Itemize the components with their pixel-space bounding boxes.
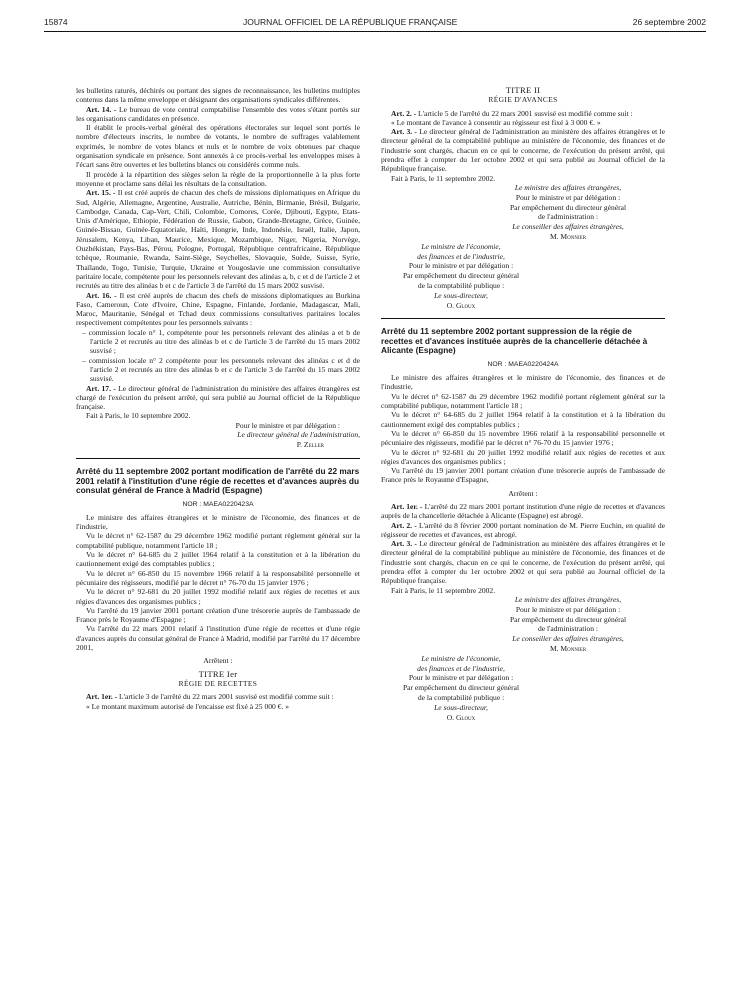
article-label: Art. 15. - [86,188,116,198]
issue-date: 26 septembre 2002 [632,17,706,27]
titre-heading: TITRE II [505,85,541,95]
signature-line: Par empêchement du directeur général [509,614,627,624]
visa: Vu le décret n° 92-681 du 20 juillet 1992 modifié relatif aux régies de recettes et aux régies d'avances des organismes publics ; [76,587,360,606]
visa: Vu le décret n° 62-1587 du 29 décembre 1962 modifié portant règlement général sur la comptabilité publique, notamment l'article 18 ; [76,531,360,550]
signature-line: Le ministre des affaires étrangères, [514,182,622,192]
signature-role: Le directeur général de l'administration, [237,430,360,440]
visa: Vu le décret n° 64-685 du 2 juillet 1964 relatif à la constitution et à la libération du cautionnement exigé des comptables publics ; [381,410,665,429]
dash-item: – commission locale n° 1, compétente pour les personnels relevant des alinéas a et b de l'article 2 et recrutés au titre des alinéas b et c de l'article 3 de l'arrêté du 15 mars 2002 susvisé ; [82,327,360,356]
header-rule [44,31,706,32]
signature-line: de la comptabilité publique : [417,280,505,290]
right-column [381,86,665,722]
article-text: L'article 5 de l'arrêté du 22 mars 2001 susvisé est modifié comme suit : [418,108,633,118]
signature-line: Le conseiller des affaires étrangères, [512,222,624,232]
visa: Vu le décret n° 66-850 du 15 novembre 1966 relatif à la responsabilité personnelle et pécuniaire des régisseurs, modifié par le décret n° 76-70 du 15 janvier 1976 ; [76,568,360,587]
signature-line: des finances et de l'industrie, [417,251,505,261]
signature-line: de l'administration : [537,212,599,222]
signatory-name: P. Zeller [296,440,324,450]
paragraph: Il procède à la répartition des sièges selon la règle de la proportionnelle à la plus forte moyenne et proclame sans délai les résultats de la consultation. [76,169,360,188]
paragraph: Il établit le procès-verbal général des opérations électorales sur lequel sont portés le nombre d'électeurs inscrits, le nombre de votants, le nombre de suffrages valablement exprimés, le nombre de votes blancs et nuls et le nombre de voix obtenues par chaque organisation syndicale en présence. Sont annexés à ce procès-verbal les enveloppes mises à l'écart sans être ouvertes et les bulletins blancs ou considérés comme nuls. [76,123,360,170]
signature-block [381,183,665,242]
signature-date: Fait à Paris, le 10 septembre 2002. [86,411,191,421]
signature-line: Le ministre de l'économie, [421,241,501,251]
nor-reference: NOR : MAEA0220424A [487,360,559,368]
arretent: Arrêtent : [508,488,538,498]
signature-line: Le ministre des affaires étrangères, [514,594,622,604]
article-label: Art. 2. - [391,108,417,118]
decree-title: Arrêté du 11 septembre 2002 portant modification de l'arrêté du 22 mars 2001 relatif à l'institution d'une régie de recettes et d'avances auprès du consulat général de France à Madrid (Espagne) [76,466,360,496]
section-heading: RÉGIE D'AVANCES [488,95,558,105]
article-label: Art. 3. - [391,539,417,549]
signatory-name: O. Gloux [446,300,476,310]
article-17 [76,384,360,412]
article-text: L'article 3 de l'arrêté du 22 mars 2001 susvisé est modifié comme suit : [119,692,334,702]
article-1 [76,692,360,701]
article-16 [76,291,360,328]
signature-line: Pour le ministre et par délégation : [515,604,621,614]
signature-block [381,242,541,311]
section-heading: RÉGIE DE RECETTES [178,678,258,688]
article-label: Art. 14. - [86,104,117,114]
article-text: L'arrêté du 8 février 2000 portant nomination de M. Pierre Euchin, en qualité de régisseur de recettes et d'avances, est abrogé. [381,520,666,539]
visa: Vu le décret n° 92-681 du 20 juillet 1992 modifié relatif aux régies de recettes et aux régies d'avances des organismes publics ; [381,447,665,466]
journal-title: JOURNAL OFFICIEL DE LA RÉPUBLIQUE FRANÇAISE [243,17,458,27]
signature-line: Le ministre de l'économie, [421,653,501,663]
signature-line: Le sous-directeur, [434,702,488,712]
signature-date: Fait à Paris, le 11 septembre 2002. [391,585,496,595]
article-label: Art. 16. - [86,290,117,300]
titre-heading: TITRE Ier [198,668,238,679]
article-text: Il est créé auprès de chacun des chefs de missions diplomatiques au Burkina Faso, Cameroun, Cote d'Ivoire, Chine, Espagne, Finlande, Jordanie, Madagascar, Mali, Maroc, Mauritanie, Sénégal et Tchad deux commissions consultatives paritaires locales respectivement compétentes pour les personnels suivants : [76,290,360,328]
visa: Vu le décret n° 62-1587 du 29 décembre 1962 modifié portant règlement général sur la comptabilité publique, notamment l'article 18 ; [381,391,665,411]
visa: Vu l'arrêté du 19 janvier 2001 portant création d'une trésorerie auprès de l'ambassade de France près le Royaume d'Espagne ; [76,605,360,625]
visa: Vu l'arrêté du 22 mars 2001 relatif à l'institution d'une régie de recettes et d'une régie d'avances auprès du consulat général de France à Madrid, modifié par l'arrêté du 17 décembre 2001, [76,624,360,653]
signatory-name: M. Monnier [549,231,587,241]
nor-reference: NOR : MAEA0220423A [182,500,254,508]
article-3 [381,127,665,173]
section-separator [381,318,665,319]
paragraph: Le ministre des affaires étrangères et le ministre de l'économie, des finances et de l'industrie, [76,512,360,532]
article-text: Il est créé auprès de chacun des chefs de missions diplomatiques en Afrique du Sud, Algérie, Allemagne, Argentine, Australie, Autriche, Bénin, Birmanie, Brésil, Bulgarie, Cambodge, Canada, Cap-Vert, Chili, Colombie, Comores, Corée, Djibouti, Egypte, Etats-Unis d'Amérique, Ethiopie, Fédération de Russie, Gabon, Grande-Bretagne, Grèce, Guinée, Guinée-Bissao, Guinée-Equatoriale, Haïti, Hongrie, Inde, Indonésie, Israël, Italie, Japon, Jérusalem, Kenya, Liban, Maurice, Mexique, Mozambique, Niger, Nigeria, Norvège, Ouzbékistan, Pays-Bas, Pérou, Pologne, Portugal, République centrafricaine, République tchèque, Roumanie, Rwanda, Saint-Siège, Seychelles, Slovaquie, Suède, Suisse, Syrie, Thaïlande, Togo, Tunisie, Turquie, Ukraine et Yougoslavie une commission consultative paritaire locale, compétente pour les personnels relevant des alinéas a, b, c et d de l'article 2 et recrutés au titre des alinéas b et c de l'article 3 de l'arrêté du 15 mars 2002 susvisé. [76,188,360,291]
article-3 [381,539,665,585]
visa: Vu le décret n° 64-685 du 2 juillet 1964 relatif à la constitution et à la libération du cautionnement exigé des comptables publics ; [76,550,360,569]
article-text: L'arrêté du 22 mars 2001 portant institution d'une régie de recettes et d'avances auprès de la chancellerie détachée à Alicante (Espagne) est abrogé. [381,501,665,521]
article-text: Le directeur général de l'administration au ministère des affaires étrangères et le directeur général de la comptabilité publique au ministère de l'économie, des finances et de l'industrie sont chargés, chacun en ce qui le concerne, de l'exécution du présent arrêté, qui prendra effet à compter du 1er octobre 2002 et qui sera publié au Journal officiel de la République française. [381,127,665,174]
article-label: Art. 1er. - [86,692,118,702]
section-separator [76,458,360,459]
article-14 [76,105,360,124]
signature-line: Pour le ministre et par délégation : [408,673,514,683]
article-2 [381,109,665,118]
signature-line: Le conseiller des affaires étrangères, [512,634,624,644]
signature-line: de la comptabilité publique : [417,692,505,702]
signature-block [381,654,541,723]
signature-line: Pour le ministre et par délégation : [408,261,514,271]
article-label: Art. 17. - [86,383,116,393]
signature-line: Le sous-directeur, [434,290,488,300]
decree-title: Arrêté du 11 septembre 2002 portant suppression de la régie de recettes et d'avances instituée auprès de la chancellerie détachée à Alicante (Espagne) [381,326,648,356]
article-label: Art. 3. - [391,127,417,137]
page-header [44,14,706,30]
visa: Vu l'arrêté du 19 janvier 2001 portant création d'une trésorerie auprès de l'ambassade de France près le Royaume d'Espagne, [381,466,665,485]
signature-line: Par empêchement du directeur général [509,202,627,212]
signature-line: de l'administration : [537,624,599,634]
article-text: Le directeur général de l'administration au ministère des affaires étrangères et le directeur général de la comptabilité publique au ministère de l'économie, des finances et de l'industrie sont chargés, chacun en ce qui le concerne, de l'exécution du présent arrêté, qui prendra effet à compter du 1er octobre 2002 et qui sera publié au Journal officiel de la République française. [381,539,665,586]
signatory-name: O. Gloux [446,712,476,722]
article-15 [76,188,360,290]
article-text: Le directeur général de l'administration du ministère des affaires étrangères est chargé de l'exécution du présent arrêté, qui sera publié au Journal officiel de la République française. [76,383,361,412]
signature-block [381,595,665,654]
article-text: Le bureau de vote central comptabilise l'ensemble des votes s'étant portés sur les organisations candidates en présence. [76,104,360,123]
quotation: « Le montant de l'avance à consentir au régisseur est fixé à 3 000 €. » [391,117,601,127]
article-label: Art. 2. - [391,520,417,530]
paragraph: les bulletins raturés, déchirés ou portant des signes de reconnaissance, les bulletins multiples contenus dans la même enveloppe et désignant des organisations syndicales différentes. [76,86,360,105]
signature-line: Pour le ministre et par délégation : [515,192,621,202]
visa: Vu le décret n° 66-850 du 15 novembre 1966 relatif à la responsabilité personnelle et pécuniaire des régisseurs, modifié par le décret n° 76-70 du 15 janvier 1976 ; [381,428,665,448]
article-label: Art. 1er. - [391,501,423,511]
signature-line: des finances et de l'industrie, [417,663,505,673]
arretent: Arrêtent : [203,656,233,666]
article-1 [381,502,665,521]
signature-line: Par empêchement du directeur général [402,683,520,693]
page-number: 15874 [44,17,68,27]
paragraph: Le ministre des affaires étrangères et le ministre de l'économie, des finances et de l'industrie, [381,373,665,392]
signature-line: Par empêchement du directeur général [402,271,520,281]
signatory-name: M. Monnier [549,643,587,653]
quotation: « Le montant maximum autorisé de l'encaisse est fixé à 25 000 €. » [86,701,289,711]
dash-item: – commission locale n° 2 compétente pour les personnels relevant des alinéas c et d de l'article 2 et recrutés au titre des alinéas b et c de l'article 3 de l'arrêté du 15 mars 2002 susvisé. [82,355,360,384]
signature-line: Pour le ministre et par délégation : [235,420,340,430]
left-column [76,86,360,711]
article-2 [381,521,665,540]
signature-date: Fait à Paris, le 11 septembre 2002. [391,173,496,183]
